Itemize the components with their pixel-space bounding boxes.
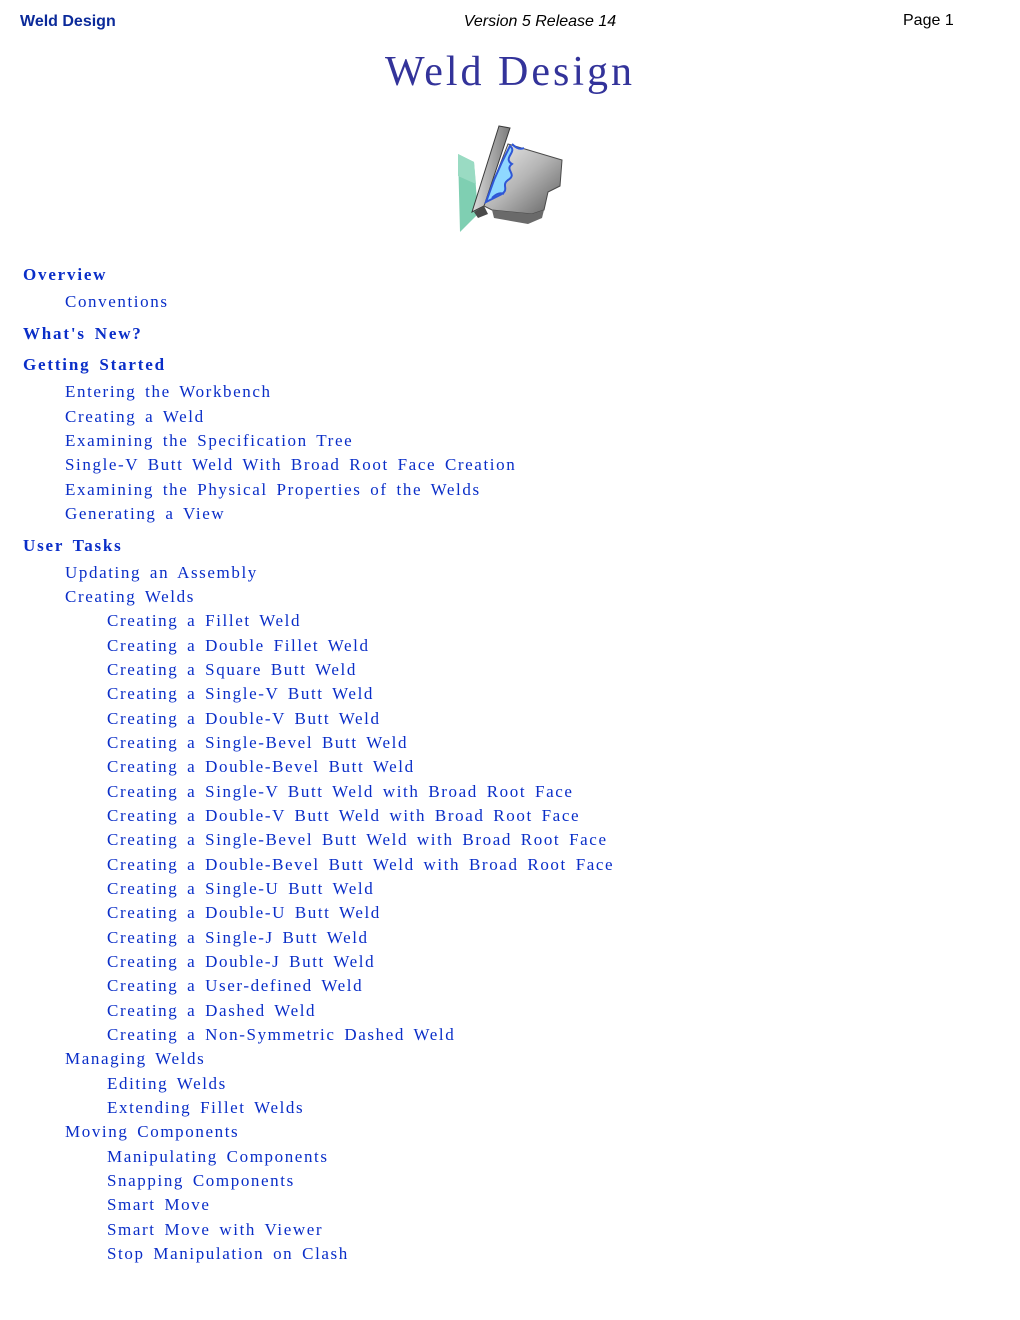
- toc-link-creating-a-single-bevel-butt-weld-with-broad-root-face[interactable]: Creating a Single-Bevel Butt Weld with Broad Root Face: [107, 830, 608, 849]
- toc-link-creating-a-dashed-weld[interactable]: Creating a Dashed Weld: [107, 1001, 317, 1020]
- toc-link-generating-a-view[interactable]: Generating a View: [65, 504, 226, 523]
- toc-link-creating-a-double-bevel-butt-weld-with-broad-root-face[interactable]: Creating a Double-Bevel Butt Weld with Broad Root Face: [107, 855, 615, 874]
- weld-workbench-icon: [452, 122, 568, 238]
- toc-link-creating-a-double-v-butt-weld-with-broad-root-face[interactable]: Creating a Double-V Butt Weld with Broad Root Face: [107, 806, 581, 825]
- toc-link-stop-manipulation-on-clash[interactable]: Stop Manipulation on Clash: [107, 1244, 349, 1263]
- toc-section-getting-started[interactable]: Getting Started: [23, 355, 166, 374]
- toc-link-moving-components[interactable]: Moving Components: [65, 1122, 240, 1141]
- toc-section-what-s-new[interactable]: What's New?: [23, 324, 143, 343]
- toc-link-entering-the-workbench[interactable]: Entering the Workbench: [65, 382, 272, 401]
- page-title: Weld Design: [384, 49, 636, 95]
- toc-link-examining-the-physical-properties-of-the-welds[interactable]: Examining the Physical Properties of the Welds: [65, 480, 481, 499]
- toc-link-manipulating-components[interactable]: Manipulating Components: [107, 1147, 329, 1166]
- toc-link-examining-the-specification-tree[interactable]: Examining the Specification Tree: [65, 431, 354, 450]
- toc-link-creating-a-single-v-butt-weld[interactable]: Creating a Single-V Butt Weld: [107, 684, 374, 703]
- toc-link-creating-a-fillet-weld[interactable]: Creating a Fillet Weld: [107, 611, 302, 630]
- toc-link-creating-a-double-u-butt-weld[interactable]: Creating a Double-U Butt Weld: [107, 903, 381, 922]
- toc-link-creating-a-single-u-butt-weld[interactable]: Creating a Single-U Butt Weld: [107, 879, 375, 898]
- toc-link-creating-a-weld[interactable]: Creating a Weld: [65, 407, 205, 426]
- toc-link-updating-an-assembly[interactable]: Updating an Assembly: [65, 563, 258, 582]
- toc-link-managing-welds[interactable]: Managing Welds: [65, 1049, 206, 1068]
- toc-section-user-tasks[interactable]: User Tasks: [23, 536, 123, 555]
- toc-link-creating-a-double-v-butt-weld[interactable]: Creating a Double-V Butt Weld: [107, 709, 381, 728]
- toc-link-creating-a-double-fillet-weld[interactable]: Creating a Double Fillet Weld: [107, 636, 370, 655]
- toc-link-creating-welds[interactable]: Creating Welds: [65, 587, 195, 606]
- toc-link-creating-a-double-bevel-butt-weld[interactable]: Creating a Double-Bevel Butt Weld: [107, 757, 415, 776]
- header-doc-title: Weld Design: [20, 13, 116, 30]
- header-page-number: Page 1: [903, 12, 954, 29]
- toc-link-creating-a-square-butt-weld[interactable]: Creating a Square Butt Weld: [107, 660, 357, 679]
- toc-link-snapping-components[interactable]: Snapping Components: [107, 1171, 295, 1190]
- toc-link-creating-a-non-symmetric-dashed-weld[interactable]: Creating a Non-Symmetric Dashed Weld: [107, 1025, 456, 1044]
- toc-link-conventions[interactable]: Conventions: [65, 292, 169, 311]
- toc-link-smart-move-with-viewer[interactable]: Smart Move with Viewer: [107, 1220, 324, 1239]
- toc-link-editing-welds[interactable]: Editing Welds: [107, 1074, 227, 1093]
- toc-section-overview[interactable]: Overview: [23, 265, 108, 284]
- header-version: Version 5 Release 14: [463, 13, 617, 30]
- toc-link-single-v-butt-weld-with-broad-root-face-creation[interactable]: Single-V Butt Weld With Broad Root Face Creation: [65, 455, 517, 474]
- toc-link-creating-a-user-defined-weld[interactable]: Creating a User-defined Weld: [107, 976, 364, 995]
- toc-link-creating-a-double-j-butt-weld[interactable]: Creating a Double-J Butt Weld: [107, 952, 376, 971]
- toc-link-extending-fillet-welds[interactable]: Extending Fillet Welds: [107, 1098, 305, 1117]
- toc-link-creating-a-single-bevel-butt-weld[interactable]: Creating a Single-Bevel Butt Weld: [107, 733, 409, 752]
- toc-link-creating-a-single-v-butt-weld-with-broad-root-face[interactable]: Creating a Single-V Butt Weld with Broad Root Face: [107, 782, 574, 801]
- toc-link-creating-a-single-j-butt-weld[interactable]: Creating a Single-J Butt Weld: [107, 928, 369, 947]
- toc-link-smart-move[interactable]: Smart Move: [107, 1195, 211, 1214]
